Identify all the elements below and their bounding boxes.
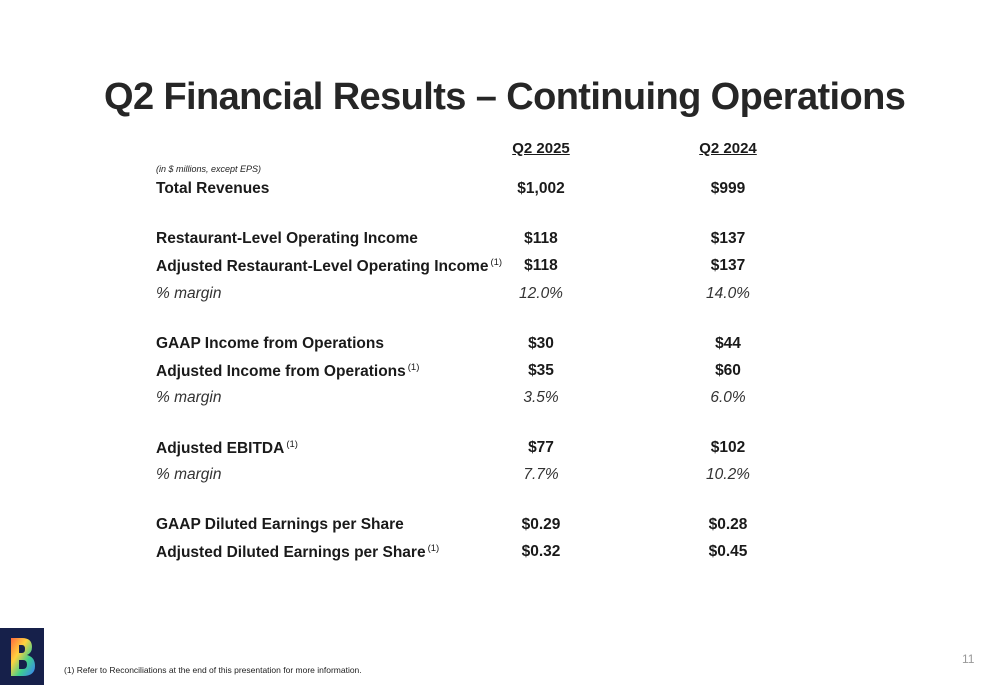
- value-q2-2025: 7.7%: [523, 466, 559, 483]
- value-q2-2025: $118: [524, 230, 558, 247]
- value-q2-2024: $137: [710, 230, 746, 247]
- row-label: GAAP Income from Operations: [156, 335, 384, 352]
- value-q2-2025: 12.0%: [519, 285, 563, 302]
- row-total-revenues: [0, 180, 1000, 202]
- value-q2-2024: 14.0%: [706, 285, 750, 302]
- value-q2-2024: $44: [715, 335, 741, 352]
- row-label: Total Revenues: [156, 180, 270, 197]
- column-header-q2-2024: Q2 2024: [699, 140, 757, 157]
- units-note: (in $ millions, except EPS): [156, 164, 262, 174]
- row-label: % margin: [156, 389, 222, 406]
- value-q2-2024: $60: [715, 362, 741, 379]
- row-adjusted-restaurant-level-operating-income: [0, 257, 1000, 279]
- brand-b-icon: [8, 636, 38, 678]
- footnote-ref: (1): [490, 257, 503, 268]
- row-label: Adjusted EBITDA $^{(1)}$: [156, 439, 298, 458]
- row-label: Adjusted Diluted Earnings per Share $^{(1)}$: [156, 543, 440, 562]
- row-adjusted-income-from-operations: [0, 362, 1000, 384]
- row-restaurant-level-operating-income: [0, 230, 1000, 252]
- value-q2-2024: $137: [710, 257, 746, 274]
- value-q2-2025: $0.32: [521, 543, 561, 560]
- row-label: % margin: [156, 285, 222, 302]
- row-label: Restaurant-Level Operating Income: [156, 230, 418, 247]
- value-q2-2025: $118: [524, 257, 558, 274]
- row-restaurant-margin: [0, 285, 1000, 307]
- value-q2-2024: $0.45: [708, 543, 748, 560]
- row-adjusted-diluted-eps: [0, 543, 1000, 565]
- value-q2-2024: $0.28: [708, 516, 748, 533]
- row-gaap-income-from-operations: [0, 335, 1000, 357]
- row-label: Adjusted Income from Operations $^{(1)}$: [156, 362, 420, 381]
- row-operations-margin: [0, 389, 1000, 411]
- value-q2-2024: 6.0%: [710, 389, 746, 406]
- footnote-ref: (1): [286, 439, 298, 450]
- value-q2-2025: $30: [528, 335, 554, 352]
- column-header-q2-2025: Q2 2025: [512, 140, 570, 157]
- slide-title: Q2 Financial Results – Continuing Operations: [104, 76, 906, 118]
- row-label: % margin: [156, 466, 222, 483]
- footnote-ref: (1): [407, 362, 420, 373]
- row-ebitda-margin: [0, 466, 1000, 488]
- row-gaap-diluted-eps: [0, 516, 1000, 538]
- value-q2-2025: $0.29: [521, 516, 561, 533]
- row-adjusted-ebitda: [0, 439, 1000, 461]
- row-label: GAAP Diluted Earnings per Share: [156, 516, 404, 533]
- value-q2-2025: $77: [528, 439, 554, 456]
- footnote-ref: (1): [427, 543, 440, 554]
- value-q2-2024: $999: [710, 180, 746, 197]
- footnote: (1) Refer to Reconciliations at the end of this presentation for more information.: [64, 665, 362, 675]
- value-q2-2025: $1,002: [517, 180, 565, 197]
- brand-logo: [0, 628, 44, 685]
- row-label: Adjusted Restaurant-Level Operating Income $^{(1)}$: [156, 257, 503, 276]
- value-q2-2024: $102: [710, 439, 746, 456]
- value-q2-2025: 3.5%: [523, 389, 559, 406]
- value-q2-2024: 10.2%: [706, 466, 750, 483]
- page-number: 11: [962, 652, 975, 666]
- value-q2-2025: $35: [528, 362, 554, 379]
